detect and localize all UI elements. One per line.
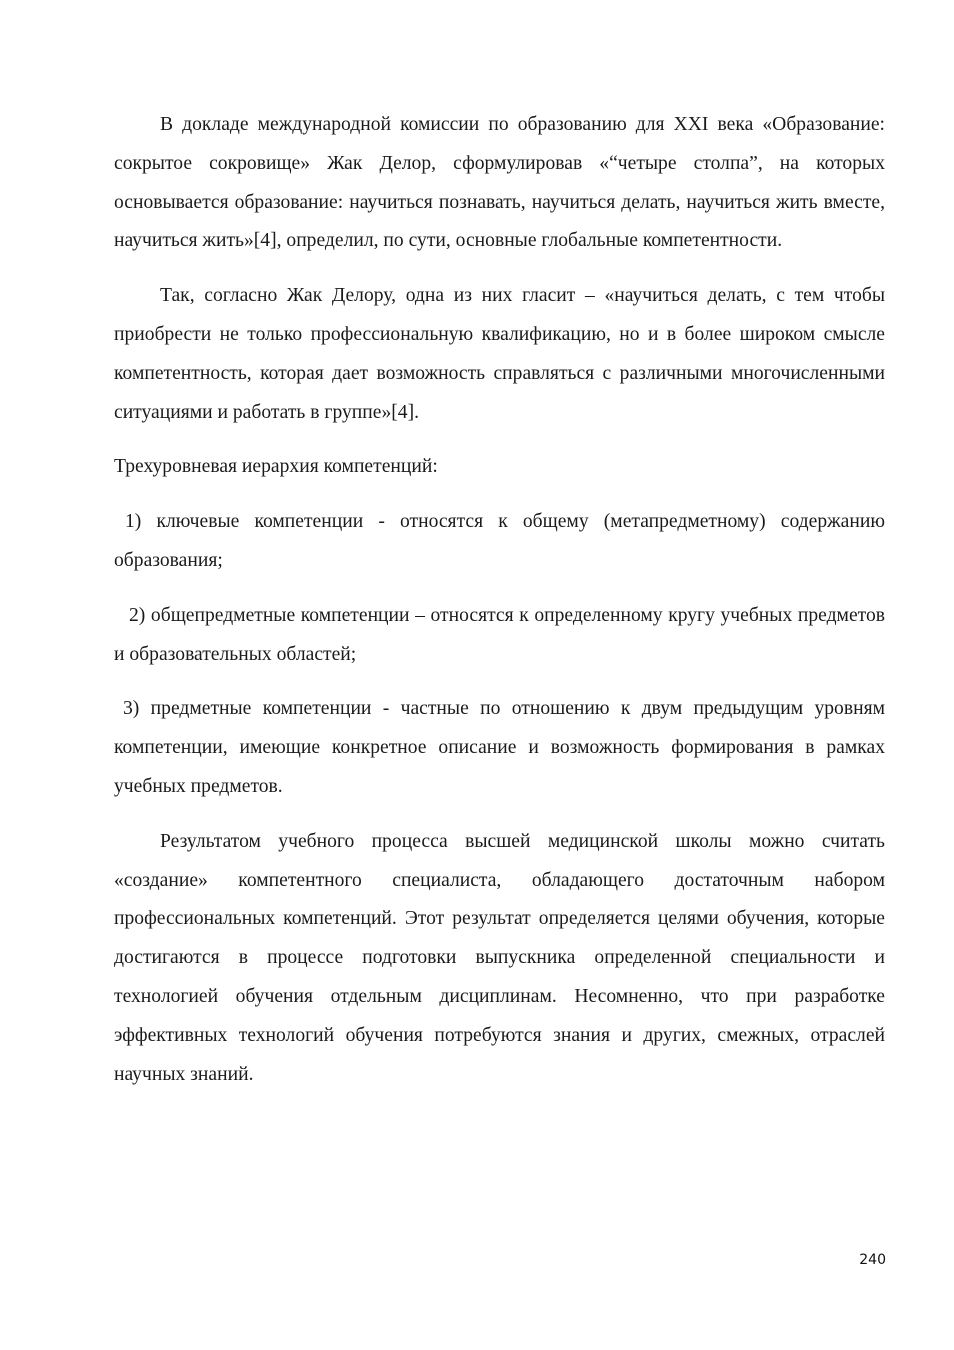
paragraph-hierarchy-heading: Трехуровневая иерархия компетенций: xyxy=(114,456,438,478)
list-item-subject-competencies: 3) предметные компетенции - частные по отношению к двум предыдущим уровням компетенции, имеющие конкретное описание и возможность формирования в рамках учебных предметов. xyxy=(114,698,885,797)
list-item-key-competencies: 1) ключевые компетенции - относятся к общему (метапредметному) содержанию образования; xyxy=(114,511,885,571)
paragraph-learning-result: Результатом учебного процесса высшей медицинской школы можно считать «создание» компетентного специалиста, обладающего достаточным набором профессиональных компетенций. Этот результат определяется целями обучения, которые достигаются в процессе подготовки выпускника определенной специальности и технологией обучения отдельным дисциплинам. Несомненно, что при разработке эффективных технологий обучения потребуются знания и других, смежных, отраслей научных знаний. xyxy=(114,830,885,1085)
page-number: 240 xyxy=(859,1252,886,1268)
paragraph-delors-quote: Так, согласно Жак Делору, одна из них гласит – «научиться делать, с тем чтобы приобрести не только профессиональную квалификацию, но и в более широком смысле компетентность, которая дает возможность справляться с различными многочисленными ситуациями и работать в группе»[4]. xyxy=(114,285,885,423)
document-page xyxy=(114,106,885,1110)
list-item-general-subject-competencies: 2) общепредметные компетенции – относятся к определенному кругу учебных предметов и образовательных областей; xyxy=(114,604,885,665)
paragraph-delors-report: В докладе международной комиссии по образованию для XXI века «Образование: сокрытое сокровище» Жак Делор, сформулировав «“четыре столпа”, на которых основывается образование: научиться познавать, научиться делать, научиться жить вместе, научиться жить»[4], определил, по сути, основные глобальные компетентности. xyxy=(114,114,885,252)
